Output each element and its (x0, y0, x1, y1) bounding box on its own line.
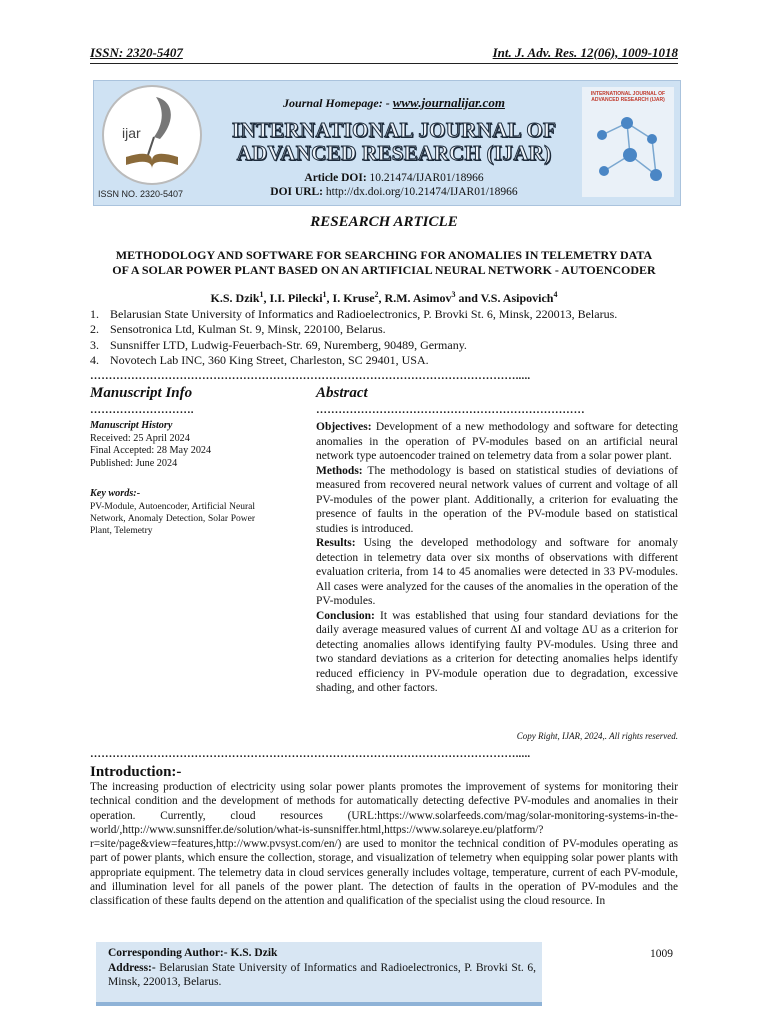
history-label: Manuscript History (90, 420, 173, 431)
author-name: I. Kruse (332, 291, 375, 305)
separator-line: ……………………………………………………………………………………………………..... (90, 370, 531, 382)
manuscript-info-dots: ………………………. (90, 404, 194, 416)
introduction-text: The increasing production of electricity using solar power plants promotes the improvement of systems for monitoring their technical condition and the development of methods for automatically detecting defective PV-modules and anomalies in their operation. Currently, cloud resources (URL:https://www.solarfeeds.com/mag/solar-monitoring-systems-in-the-world/,http://www.sunsniffer.de/solution/what-is-sunsniffer.html,https://www.solareye.eu/platform/?r=site/page&view=features,http://www.pvsyst.com/en/) are used to monitor the technical condition of PV-modules operating as part of power plants, which ensure the collection, storage, and visualization of telemetry when equipping solar power plants with appropriate equipment. The telemetry data in cloud services generally includes voltage, temperature, current of each PV-module, and illumination level for all panels of the power plant. The detection of faults in the operation of PV-modules and the classification of these faults depend on the attention and qualification of the specialist using the cloud resource. In (90, 781, 678, 908)
accepted-date: Final Accepted: 28 May 2024 (90, 445, 212, 456)
molecule-icon (582, 105, 674, 197)
issn-header: ISSN: 2320-5407 (90, 45, 183, 60)
author-sup: 4 (553, 290, 558, 299)
article-title-line1: METHODOLOGY AND SOFTWARE FOR SEARCHING FOR ANOMALIES IN TELEMETRY DATA (115, 248, 653, 262)
abstract-heading: Abstract (316, 385, 368, 401)
keywords-block (90, 488, 255, 537)
published-date: Published: June 2024 (90, 457, 178, 469)
homepage-label: Journal Homepage: - (283, 96, 393, 110)
quill-book-icon (104, 87, 200, 183)
affiliation-item: 2. Sensotronica Ltd, Kulman St. 9, Minsk, 220100, Belarus. (90, 322, 386, 337)
header-rule (90, 63, 678, 64)
manuscript-info-heading: Manuscript Info (90, 385, 193, 401)
journal-homepage (204, 95, 584, 111)
affiliation-item: 1. Belarusian State University of Informatics and Radioelectronics, P. Brovki St. 6, Minsk, 220013, Belarus. (90, 307, 618, 321)
citation-header: Int. J. Adv. Res. 12(06), 1009-1018 (492, 45, 678, 60)
author-sup: 1 (259, 290, 264, 299)
article-doi: 10.21474/IJAR01/18966 (366, 172, 484, 184)
logo-text: ijar (122, 125, 141, 141)
author-sup: 3 (451, 290, 456, 299)
article-doi-label: Article DOI: (304, 172, 367, 184)
corresponding-author-box (96, 942, 542, 1006)
copyright-notice: Copy Right, IJAR, 2024,. All rights reserved. (516, 731, 678, 741)
received-date: Received: 25 April 2024 (90, 432, 190, 444)
homepage-link[interactable]: www.journalijar.com (392, 95, 505, 110)
keywords-text: PV-Module, Autoencoder, Artificial Neural Network, Anomaly Detection, Solar Power Plant, Telemetry (90, 501, 255, 536)
corresponding-address: Address:- Belarusian State University of Informatics and Radioelectronics, P. Brovki St. 6, Minsk, 220013, Belarus. (108, 961, 536, 988)
affiliation-item: 4. Novotech Lab INC, 360 King Street, Charleston, SC 29401, USA. (90, 352, 429, 367)
article-title (90, 248, 678, 278)
author-name: I.I. Pilecki (269, 291, 323, 305)
abstract-body (316, 420, 678, 696)
affiliation-item: 3. Sunsniffer LTD, Ludwig-Feuerbach-Str. 69, Nuremberg, 90489, Germany. (90, 337, 467, 352)
keywords-label: Key words:- (90, 488, 141, 499)
corresponding-author: Corresponding Author:- K.S. Dzik (108, 947, 278, 959)
separator-line: ……………………………………………………………………………………………………..... (90, 748, 531, 760)
abstract-dots: ……………………………………………………………… (316, 404, 585, 416)
journal-title (204, 119, 584, 165)
doi-url-link[interactable]: http://dx.doi.org/10.21474/IJAR01/18966 (323, 186, 518, 198)
abstract-conclusion: Conclusion: It was established that using four standard deviations for the daily average measured values of current ΔI and voltage ΔU as a criterion for detecting anomalies allows identifying faulty PV-modules. Using three and two standard deviations as a criterion for detecting anomalies helps identify reduced efficiency in PV-module operation due to degradation, excessive shading, and other factors. (316, 609, 678, 694)
journal-title-line2: ADVANCED RESEARCH (IJAR) (236, 141, 552, 165)
cover-title: INTERNATIONAL JOURNAL OF ADVANCED RESEARCH (IJAR) (590, 91, 666, 103)
page-number: 1009 (650, 948, 673, 960)
journal-logo (102, 85, 202, 185)
doi-url-label: DOI URL: (270, 186, 324, 198)
article-title-line2: OF A SOLAR POWER PLANT BASED ON AN ARTIFICIAL NEURAL NETWORK - AUTOENCODER (112, 263, 656, 277)
author-name: K.S. Dzik (210, 291, 260, 305)
manuscript-history (90, 420, 211, 470)
journal-banner (93, 80, 681, 206)
affiliation-list (90, 307, 678, 368)
author-name: R.M. Asimov (384, 291, 452, 305)
logo-issn: ISSN NO. 2320-5407 (98, 189, 184, 199)
abstract-methods: Methods: The methodology is based on statistical studies of deviations of measured from recovered neural network values of current and voltage of all PV-modules of the power plant. Additionally, a criterion for evaluating the presence of faults in the operation of the PV-module based on statistical studies is introduced. (316, 464, 678, 535)
article-type: RESEARCH ARTICLE (310, 214, 458, 230)
author-list: K.S. Dzik$^1$, I.I. Pilecki$^1$, I. Kruse$^2$, R.M. Asimov$^3$ and V.S. Asipovich$^4$ (210, 290, 558, 305)
author-sup: 1 (322, 290, 327, 299)
author-name: V.S. Asipovich (480, 291, 554, 305)
author-sup: 2 (374, 290, 379, 299)
introduction-heading: Introduction:- (90, 764, 182, 780)
journal-title-line1: INTERNATIONAL JOURNAL OF (231, 118, 557, 142)
abstract-results: Results: Using the developed methodology and software for anomaly detection in telemetry data over six months of observations with different evaluation criteria, from 14 to 45 anomalies were detected in 33 PV-modules. All cases were analyzed for the causes of the anomalies in the operation of the PV-modules. (316, 537, 678, 607)
abstract-objectives: Objectives: Development of a new methodology and software for detecting anomalies in the operation of PV-modules based on an artificial neural network type autoencoder trained on telemetry data from a solar power plant. (316, 421, 678, 462)
journal-cover-image (582, 87, 674, 197)
doi-block (204, 171, 584, 199)
